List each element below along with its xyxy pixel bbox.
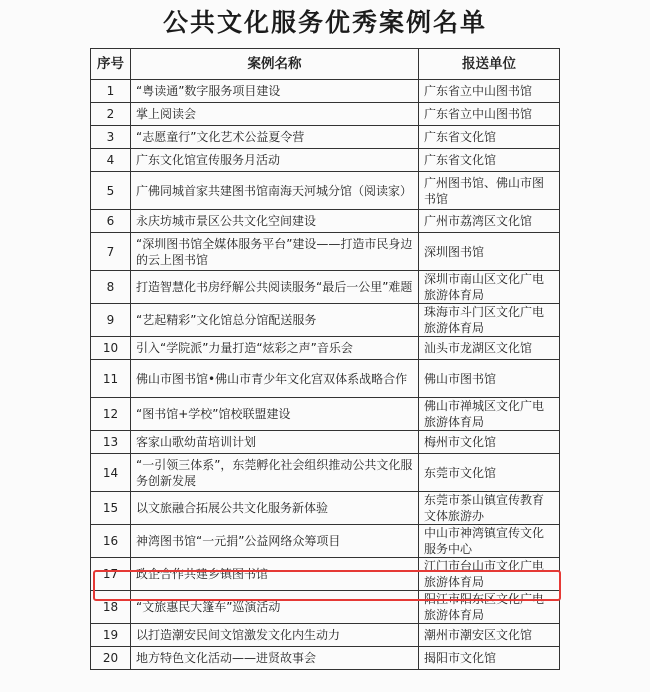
table-row: [91, 431, 560, 454]
row-case-name: 以打造潮安民间文馆激发文化内生动力: [131, 624, 419, 647]
row-unit: 佛山市禅城区文化广电旅游体育局: [419, 398, 560, 431]
document-title: 公共文化服务优秀案例名单: [162, 8, 487, 37]
row-no: 13: [91, 431, 131, 454]
row-no: 6: [91, 210, 131, 233]
row-no: 11: [91, 360, 131, 398]
row-no: 5: [91, 172, 131, 210]
row-unit: 广东省立中山图书馆: [419, 103, 560, 126]
row-unit: 深圳图书馆: [419, 233, 560, 271]
row-unit: 广州图书馆、佛山市图书馆: [419, 172, 560, 210]
table-row: [91, 398, 560, 431]
row-case-name: 神湾图书馆“一元捐”公益网络众筹项目: [131, 525, 419, 558]
table-row: [91, 492, 560, 525]
row-case-name: 政企合作共建乡镇图书馆: [131, 558, 419, 591]
row-no: 14: [91, 454, 131, 492]
table-row: [91, 525, 560, 558]
header-no: 序号: [91, 49, 131, 80]
row-unit: 汕头市龙湖区文化馆: [419, 337, 560, 360]
row-unit: 江门市台山市文化广电旅游体育局: [419, 558, 560, 591]
table-row: [91, 210, 560, 233]
table-row: [91, 647, 560, 670]
table-row: [91, 149, 560, 172]
row-no: 7: [91, 233, 131, 271]
row-case-name: 以文旅融合拓展公共文化服务新体验: [131, 492, 419, 525]
row-case-name: 佛山市图书馆•佛山市青少年文化宫双体系战略合作: [131, 360, 419, 398]
row-no: 18: [91, 591, 131, 624]
row-case-name: “深圳图书馆全媒体服务平台”建设——打造市民身边的云上图书馆: [131, 233, 419, 271]
row-no: 20: [91, 647, 131, 670]
row-case-name: “粤读通”数字服务项目建设: [131, 80, 419, 103]
row-case-name: “一引领三体系”，东莞孵化社会组织推动公共文化服务创新发展: [131, 454, 419, 492]
row-no: 17: [91, 558, 131, 591]
row-no: 8: [91, 271, 131, 304]
row-case-name: 广佛同城首家共建图书馆南海天河城分馆（阅读家）: [131, 172, 419, 210]
row-unit: 广东省立中山图书馆: [419, 80, 560, 103]
row-case-name: “志愿童行”文化艺术公益夏令营: [131, 126, 419, 149]
table-row: [91, 304, 560, 337]
row-unit: 广东省文化馆: [419, 149, 560, 172]
row-unit: 东莞市文化馆: [419, 454, 560, 492]
header-case-name: 案例名称: [131, 49, 419, 80]
row-no: 16: [91, 525, 131, 558]
table-row: [91, 172, 560, 210]
row-unit: 广东省文化馆: [419, 126, 560, 149]
table-row: [91, 126, 560, 149]
row-no: 9: [91, 304, 131, 337]
header-unit: 报送单位: [419, 49, 560, 80]
row-no: 1: [91, 80, 131, 103]
table-row: [91, 454, 560, 492]
row-unit: 梅州市文化馆: [419, 431, 560, 454]
row-unit: 珠海市斗门区文化广电旅游体育局: [419, 304, 560, 337]
table-row: [91, 624, 560, 647]
row-case-name: 广东文化馆宣传服务月活动: [131, 149, 419, 172]
table-row: [91, 360, 560, 398]
row-unit: 东莞市茶山镇宣传教育文体旅游办: [419, 492, 560, 525]
row-case-name: 地方特色文化活动——进贤故事会: [131, 647, 419, 670]
row-no: 2: [91, 103, 131, 126]
row-no: 10: [91, 337, 131, 360]
row-no: 12: [91, 398, 131, 431]
table-row: [91, 233, 560, 271]
row-case-name: 引入“学院派”力量打造“炫彩之声”音乐会: [131, 337, 419, 360]
row-no: 4: [91, 149, 131, 172]
row-no: 15: [91, 492, 131, 525]
row-unit: 广州市荔湾区文化馆: [419, 210, 560, 233]
row-case-name: “图书馆+学校”馆校联盟建设: [131, 398, 419, 431]
row-case-name: 掌上阅读会: [131, 103, 419, 126]
row-unit: 揭阳市文化馆: [419, 647, 560, 670]
row-unit: 佛山市图书馆: [419, 360, 560, 398]
row-case-name: 打造智慧化书房纾解公共阅读服务“最后一公里”难题: [131, 271, 419, 304]
table-row: [91, 80, 560, 103]
table-row: [91, 271, 560, 304]
row-case-name: “文旅惠民大篷车”巡演活动: [131, 591, 419, 624]
row-case-name: “艺起精彩”文化馆总分馆配送服务: [131, 304, 419, 337]
row-no: 19: [91, 624, 131, 647]
row-unit: 深圳市南山区文化广电旅游体育局: [419, 271, 560, 304]
row-case-name: 客家山歌幼苗培训计划: [131, 431, 419, 454]
table-row: [91, 103, 560, 126]
table-header-row: [91, 49, 560, 80]
table-row: [91, 337, 560, 360]
highlight-box-row-17: [93, 570, 561, 601]
row-no: 3: [91, 126, 131, 149]
row-case-name: 永庆坊城市景区公共文化空间建设: [131, 210, 419, 233]
row-unit: 中山市神湾镇宣传文化服务中心: [419, 525, 560, 558]
row-unit: 阳江市阳东区文化广电旅游体育局: [419, 591, 560, 624]
row-unit: 潮州市潮安区文化馆: [419, 624, 560, 647]
